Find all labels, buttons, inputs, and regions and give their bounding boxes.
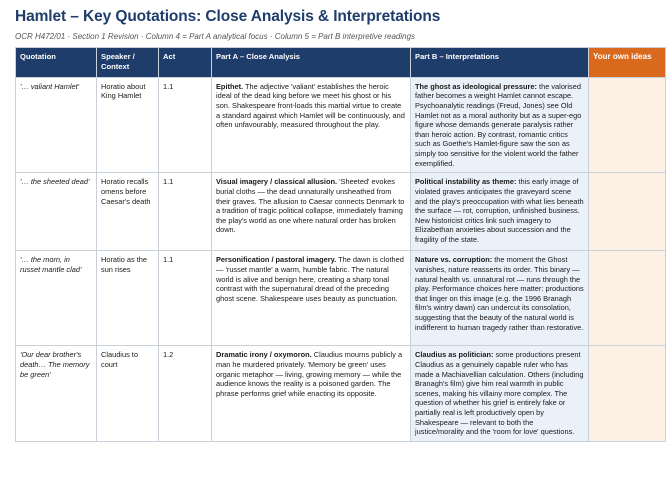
- part-a-lead: Epithet.: [216, 81, 244, 91]
- part-a-cell: [212, 173, 411, 251]
- act-cell: 1.1: [159, 77, 212, 173]
- part-a-text: The adjective 'valiant' establishes the heroic ideal of the dead king before we meet his ghost or his son. Shakespeare front-loads this martial virtue to create a standard against which Hamlet will be continuously, and often unfavourably, measured throughout the play.: [216, 81, 405, 130]
- own-ideas-cell[interactable]: [589, 251, 666, 346]
- part-b-cell: [411, 346, 589, 442]
- table-header-row: [16, 48, 666, 78]
- column-header-act: Act: [159, 48, 212, 78]
- part-b-lead: Political instability as theme:: [415, 177, 517, 187]
- own-ideas-cell[interactable]: [589, 346, 666, 442]
- part-b-text: the valorised father becomes a weight Hamlet cannot escape. Psychoanalytic readings (Freud, Jones) see Old Hamlet not as a moral authority but as a super-ego figure whose demands generate paralysis rather than heroic action. By contrast, romantic critics such as Goethe's Hamlet-figure saw the son as simply too sensitive for the violent world the father exemplified.: [415, 81, 582, 168]
- act-cell: 1.2: [159, 346, 212, 442]
- part-b-cell: [411, 173, 589, 251]
- table-row: [16, 173, 666, 251]
- part-b-cell: [411, 77, 589, 173]
- column-header-speaker: Speaker / Context: [97, 48, 159, 78]
- act-cell: 1.1: [159, 173, 212, 251]
- column-header-part-a: Part A – Close Analysis: [212, 48, 411, 78]
- part-a-cell: [212, 77, 411, 173]
- page-title: Hamlet – Key Quotations: Close Analysis & Interpretations: [15, 8, 441, 25]
- own-ideas-cell[interactable]: [589, 173, 666, 251]
- part-a-text: 'Sheeted' evokes burial cloths — the dead unnaturally unsheathed from their graves. The allusion to Caesar connects Denmark to a tradition of tragic political collapse, immediately framing the play's world as one where natural order has broken down.: [216, 177, 405, 235]
- speaker-cell: Horatio about King Hamlet: [97, 77, 159, 173]
- table-row: [16, 77, 666, 173]
- part-a-lead: Personification / pastoral imagery.: [216, 255, 337, 265]
- part-b-lead: Nature vs. corruption:: [415, 255, 493, 265]
- part-a-cell: [212, 251, 411, 346]
- quotations-table: [15, 47, 666, 442]
- part-b-text: some productions present Claudius as a genuinely capable ruler who has made a Machiavellian calculation. Others (including Branagh's film) give him real warmth in public scenes, making his villainy more complex. The question of whether his grief is entirely fake or partially real is left productively open by Shakespeare — relevant to both the justice/morality and the 'room for love' questions.: [415, 350, 584, 437]
- table-row: [16, 251, 666, 346]
- column-header-own-ideas: Your own ideas: [589, 48, 666, 78]
- part-a-cell: [212, 346, 411, 442]
- quotation-cell: 'Our dear brother's death… The memory be green': [16, 346, 97, 442]
- quotation-cell: '… the morn, in russet mantle clad': [16, 251, 97, 346]
- own-ideas-cell[interactable]: [589, 77, 666, 173]
- table-row: [16, 346, 666, 442]
- page-subtitle: OCR H472/01 · Section 1 Revision · Column 4 = Part A analytical focus · Column 5 = Part B interpretive readings: [15, 32, 416, 41]
- quotation-cell: '… the sheeted dead': [16, 173, 97, 251]
- column-header-quotation: Quotation: [16, 48, 97, 78]
- part-b-lead: The ghost as ideological pressure:: [415, 81, 537, 91]
- speaker-cell: Horatio recalls omens before Caesar's death: [97, 173, 159, 251]
- part-b-text: this early image of violated graves anticipates the graveyard scene and the play's preoccupation with what lies beneath the surface — rot, corruption, unfinished business. New historicist critics link such imagery to Elizabethan anxieties about succession and the fragility of the state.: [415, 177, 584, 245]
- quotation-cell: '… valiant Hamlet': [16, 77, 97, 173]
- part-a-text: The dawn is clothed — 'russet mantle' a warm, humble fabric. The natural world is alive and benign here, creating a sharp tonal contrast with the supernatural dread of the preceding ghost scene. Shakespeare uses beauty as punctuation.: [216, 255, 404, 303]
- speaker-cell: Claudius to court: [97, 346, 159, 442]
- part-b-cell: [411, 251, 589, 346]
- part-a-lead: Visual imagery / classical allusion.: [216, 177, 338, 187]
- part-b-lead: Claudius as politician:: [415, 350, 494, 360]
- part-b-text: the moment the Ghost vanishes, nature reasserts its order. This binary — natural health vs. unnatural rot — runs through the play. Performance choices here matter: productions that linger on this image (e.g. the 1996 Branagh film's wintry dawn) can undercut its consolation, suggesting that the beauty of the natural world is indifferent to human tragedy rather than restorative.: [415, 255, 584, 332]
- column-header-part-b: Part B – Interpretations: [411, 48, 589, 78]
- part-a-lead: Dramatic irony / oxymoron.: [216, 350, 312, 360]
- part-a-text: Claudius mourns publicly a man he murdered privately. 'Memory be green' uses organic metaphor — living, growing memory — while the audience knows the reality is a poisoned garden. The phrase performs grief while enacting its opposite.: [216, 350, 403, 398]
- act-cell: 1.1: [159, 251, 212, 346]
- speaker-cell: Horatio as the sun rises: [97, 251, 159, 346]
